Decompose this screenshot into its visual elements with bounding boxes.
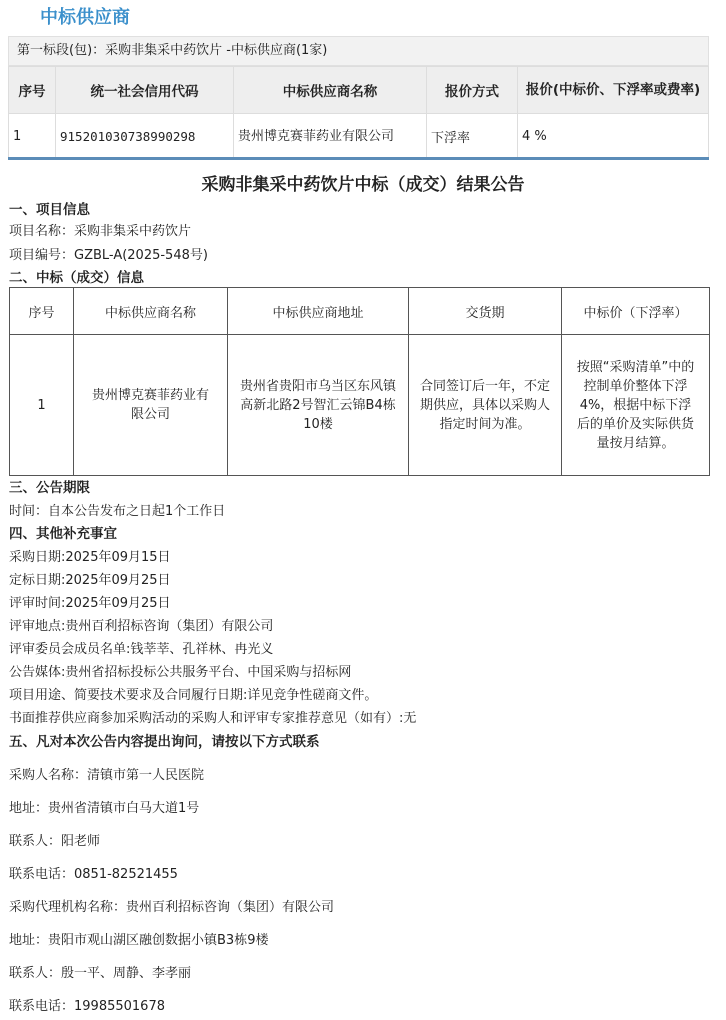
col-address: 中标供应商地址 [228, 288, 409, 335]
heading-project-info: 一、项目信息 [9, 202, 90, 218]
cell-method: 下浮率 [427, 114, 518, 159]
col-seq: 序号 [9, 67, 56, 114]
period-time: 时间：自本公告发布之日起1个工作日 [9, 504, 226, 519]
project-number: 项目编号：GZBL-A(2025-548号) [9, 248, 208, 263]
section-title: 中标供应商 [40, 7, 130, 28]
award-summary [8, 36, 709, 159]
contact-line: 采购人名称：清镇市第一人民医院 [9, 768, 205, 783]
col-method: 报价方式 [427, 67, 518, 114]
contact-line: 地址：贵阳市观山湖区融创数据小镇B3栋9楼 [9, 933, 269, 948]
contact-line: 地址：贵州省清镇市白马大道1号 [9, 801, 200, 816]
cell-price: 4 % [518, 114, 709, 159]
contact-line: 采购代理机构名称：贵州百利招标咨询（集团）有限公司 [9, 900, 335, 915]
cell-code: 915201030738990298 [56, 114, 234, 159]
supplement-line: 公告媒体:贵州省招标投标公共服务平台、中国采购与招标网 [9, 665, 352, 680]
col-price: 中标价（下浮率） [562, 288, 710, 335]
cell-name: 贵州博克赛菲药业有限公司 [74, 335, 228, 476]
col-seq: 序号 [10, 288, 74, 335]
col-code: 统一社会信用代码 [56, 67, 234, 114]
cell-address: 贵州省贵阳市乌当区东风镇高新北路2号智汇云锦B4栋10楼 [228, 335, 409, 476]
table-header-row [9, 67, 709, 114]
supplement-line: 评审地点:贵州百利招标咨询（集团）有限公司 [9, 619, 274, 634]
table-row [10, 335, 710, 476]
col-delivery: 交货期 [409, 288, 562, 335]
heading-award-info: 二、中标（成交）信息 [9, 270, 144, 286]
table-row [9, 114, 709, 159]
divider [8, 157, 709, 160]
result-table [9, 287, 710, 476]
supplement-line: 项目用途、简要技术要求及合同履行日期:详见竞争性磋商文件。 [9, 688, 378, 703]
contact-line: 联系电话：0851-82521455 [9, 867, 178, 882]
col-name: 中标供应商名称 [234, 67, 427, 114]
supplement-line: 书面推荐供应商参加采购活动的采购人和评审专家推荐意见（如有）:无 [9, 711, 417, 726]
col-name: 中标供应商名称 [74, 288, 228, 335]
cell-delivery: 合同签订后一年，不定期供应，具体以采购人指定时间为准。 [409, 335, 562, 476]
cell-name: 贵州博克赛菲药业有限公司 [234, 114, 427, 159]
supplement-line: 评审时间:2025年09月25日 [9, 596, 171, 611]
heading-period: 三、公告期限 [9, 480, 90, 496]
contact-line: 联系电话：19985501678 [9, 999, 165, 1014]
col-price: 报价(中标价、下浮率或费率) [518, 67, 709, 114]
cell-seq: 1 [10, 335, 74, 476]
contact-line: 联系人：阳老师 [9, 834, 101, 849]
contact-line: 联系人：殷一平、周静、李孝丽 [9, 966, 192, 981]
cell-seq: 1 [9, 114, 56, 159]
project-name: 项目名称：采购非集采中药饮片 [9, 224, 192, 239]
table-header-row [10, 288, 710, 335]
supplement-line: 定标日期:2025年09月25日 [9, 573, 171, 588]
supplement-line: 采购日期:2025年09月15日 [9, 550, 171, 565]
notice-title: 采购非集采中药饮片中标（成交）结果公告 [201, 175, 525, 195]
stage-label: 第一标段(包)：采购非集采中药饮片 -中标供应商(1家) [8, 36, 709, 66]
supplement-line: 评审委员会成员名单:钱莘莘、孔祥林、冉光义 [9, 642, 274, 657]
cell-price: 按照“采购清单”中的控制单价整体下浮4%，根据中标下浮后的单价及实际供货量按月结算。 [562, 335, 710, 476]
heading-contact: 五、凡对本次公告内容提出询问，请按以下方式联系 [9, 734, 320, 750]
award-table [8, 66, 709, 159]
heading-supplement: 四、其他补充事宜 [9, 526, 117, 542]
